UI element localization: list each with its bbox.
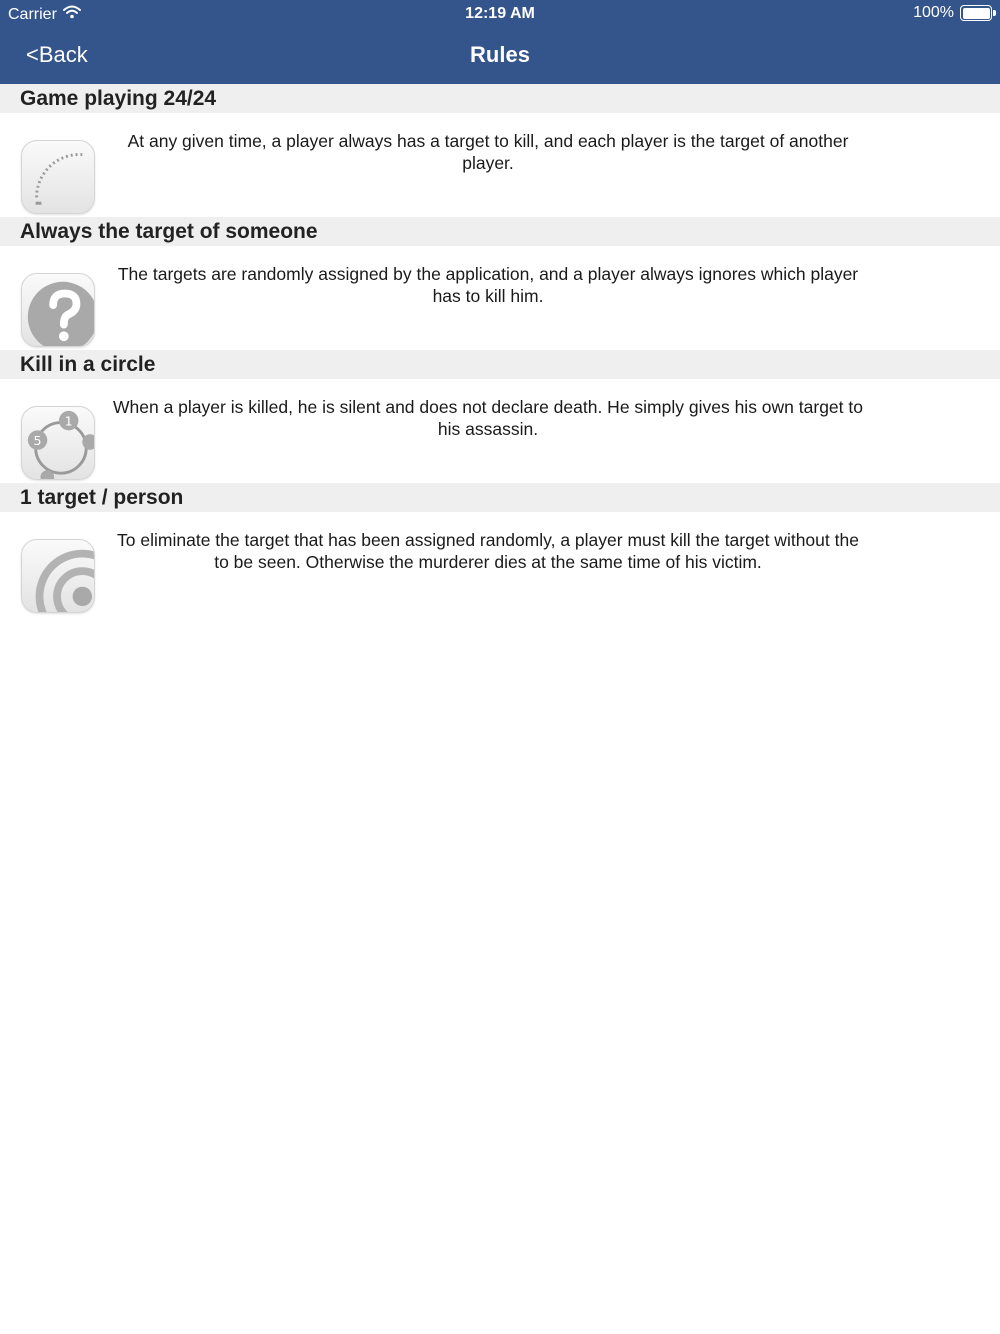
question-mark-icon [21,273,95,347]
rule-row-kill-circle [0,379,1000,483]
carrier-label: Carrier [8,5,57,23]
rule-description: When a player is killed, he is silent and does not declare death. He simply gives his own target to his assassin. [113,397,863,439]
page-title: Rules [470,42,530,67]
back-button[interactable]: <Back [26,42,88,67]
rule-description: The targets are randomly assigned by the application, and a player always ignores which player has to kill him. [117,264,859,306]
rule-description: At any given time, a player always has a target to kill, and each player is the target of another player. [127,131,849,173]
battery-info [913,4,992,22]
rule-header-always-target: Always the target of someone [0,217,1000,246]
circle-of-players-icon [21,406,95,480]
status-bar [0,0,1000,28]
rule-description: To eliminate the target that has been assigned randomly, a player must kill the target without the to be seen. Otherwise the murderer dies at the same time of his victim. [117,530,859,572]
svg-text:5: 5 [33,432,42,448]
status-time: 12:19 AM [465,5,535,22]
rule-row-game-playing [0,113,1000,217]
navigation-bar [0,28,1000,84]
target-icon [21,539,95,613]
clock-icon [21,140,95,214]
rule-row-always-target [0,246,1000,350]
svg-text:1: 1 [64,413,73,429]
battery-icon [960,5,992,21]
rule-row-one-target [0,512,1000,616]
battery-percent: 100% [913,4,954,21]
top-bar [0,0,1000,84]
rule-header-kill-circle: Kill in a circle [0,350,1000,379]
rule-header-one-target: 1 target / person [0,483,1000,512]
rules-list [0,84,1000,616]
rule-header-game-playing: Game playing 24/24 [0,84,1000,113]
